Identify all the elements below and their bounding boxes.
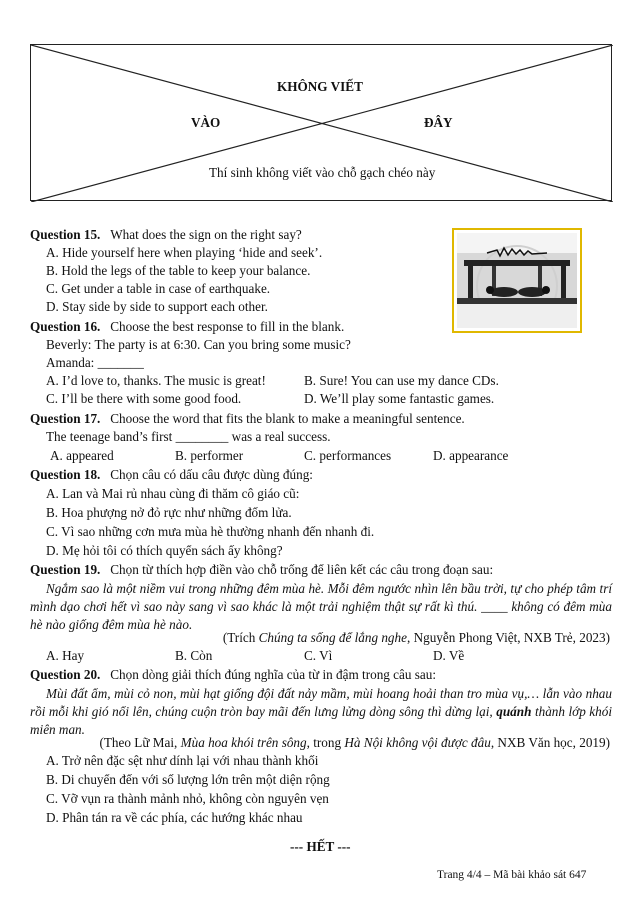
q16-option-b: B. Sure! You can use my dance CDs. [304,373,499,388]
q19-ref-post: , Nguyễn Phong Việt, NXB Trẻ, 2023) [406,630,610,645]
q16-option-a: A. I’d love to, thanks. The music is great! [46,373,266,388]
box-title: KHÔNG VIẾT [277,79,363,94]
q19-reference [223,630,610,646]
box-right-word: ĐÂY [424,115,453,130]
q17-option-a: A. appeared [50,448,114,463]
q20-option-c: C. Vỡ vụn ra thành mảnh nhỏ, không còn nguyên vẹn [46,791,329,806]
q16-dialog-2: Amanda: _______ [46,355,144,370]
q15-text: What does the sign on the right say? [110,227,302,242]
q19-heading [30,562,493,578]
q16-option-c: C. I’ll be there with some good food. [46,391,242,406]
q18-option-a: A. Lan và Mai rủ nhau cùng đi thăm cô giáo cũ: [46,486,300,501]
q18-label: Question 18. [30,467,101,482]
q18-heading [30,467,313,483]
end-mark: --- HẾT --- [290,839,351,854]
q17-text: Choose the word that fits the blank to make a meaningful sentence. [110,411,465,426]
q17-heading [30,411,465,427]
q16-option-d: D. We’ll play some fantastic games. [304,391,495,406]
q19-label: Question 19. [30,562,101,577]
q15-heading [30,227,302,243]
q20-option-d: D. Phân tán ra về các phía, các hướng khác nhau [46,810,303,825]
q17-option-d: D. appearance [433,448,509,463]
q18-option-b: B. Hoa phượng nở đỏ rực như những đốm lửa. [46,505,292,520]
q19-ref-pre: (Trích [222,630,259,645]
q15-option-b: B. Hold the legs of the table to keep your balance. [46,263,311,278]
q19-text: Chọn từ thích hợp điền vào chỗ trống để liên kết các câu trong đoạn sau: [110,562,494,577]
q17-option-b: B. performer [175,448,244,463]
q17-label: Question 17. [30,411,101,426]
q20-text: Chọn dòng giải thích đúng nghĩa của từ in đậm trong câu sau: [110,667,437,682]
q19-option-c: C. Vì [304,648,333,663]
q20-ref-title1: Mùa hoa khói trên sông [180,735,307,750]
q18-text: Chọn câu có dấu câu được dùng đúng: [110,467,313,482]
q20-passage-post: thành lớp khói miên man. [30,704,612,737]
q19-option-a: A. Hay [46,648,85,663]
q20-heading [30,667,436,683]
q20-passage-bold-word: quánh [496,704,532,719]
q20-ref-post: , NXB Văn học, 2019) [490,735,610,750]
q15-option-c: C. Get under a table in case of earthquake. [46,281,271,296]
q15-label: Question 15. [30,227,101,242]
page-footer: Trang 4/4 – Mã bài khảo sát 647 [437,869,587,881]
q20-reference [99,735,610,751]
q18-option-d: D. Mẹ hỏi tôi có thích quyển sách ấy không? [46,543,283,558]
q18-option-c: C. Vì sao những cơn mưa mùa hè thường nhanh đến nhanh đi. [46,524,375,539]
q15-option-a: A. Hide yourself here when playing ‘hide and seek’. [46,245,323,260]
q20-ref-title2: Hà Nội không vội được đâu [344,735,491,750]
q20-label: Question 20. [30,667,101,682]
q17-sentence: The teenage band’s first ________ was a real success. [46,429,331,444]
q16-heading [30,319,344,335]
q19-passage: Ngắm sao là một niềm vui trong những đêm mùa hè. Mỗi đêm ngước nhìn lên bầu trời, tự cho phép tâm trí mình dạo chơi hết vì sao này sang vì sao khác là một trải nghiệm thật sự rất kì thú. ____ không có đêm mùa hè nào giống đêm mùa hè nào. [30,581,612,632]
q16-label: Question 16. [30,319,101,334]
q17-option-c: C. performances [304,448,392,463]
box-note: Thí sinh không viết vào chỗ gạch chéo này [209,165,436,180]
q16-dialog-1: Beverly: The party is at 6:30. Can you bring some music? [46,337,351,352]
earthquake-sign-image [452,228,582,333]
q20-passage-pre: Mùi đất ẩm, mùi cỏ non, mùi hạt giống đội đất nảy mầm, mùi hoang hoải than tro mùa vụ,… lẫn vào nhau rồi mỗi khi gió nổi lên, chúng cuộn tròn bay mãi đến lưng lửng dòng sông thì dừng lại, [30,686,612,719]
q20-passage [30,685,612,739]
box-left-word: VÀO [191,115,221,130]
q16-text: Choose the best response to fill in the blank. [110,319,345,334]
q20-ref-mid: , trong [306,735,345,750]
q20-ref-pre: (Theo Lữ Mai, [99,735,181,750]
q15-option-d: D. Stay side by side to support each other. [46,299,268,314]
q19-option-d: D. Về [433,648,465,663]
q19-option-b: B. Còn [175,648,213,663]
q19-ref-title: Chúng ta sống để lắng nghe [258,630,407,645]
q20-option-b: B. Di chuyển đến với số lượng lớn trên một diện rộng [46,772,330,787]
q20-option-a: A. Trở nên đặc sệt như dính lại với nhau thành khối [46,753,319,768]
